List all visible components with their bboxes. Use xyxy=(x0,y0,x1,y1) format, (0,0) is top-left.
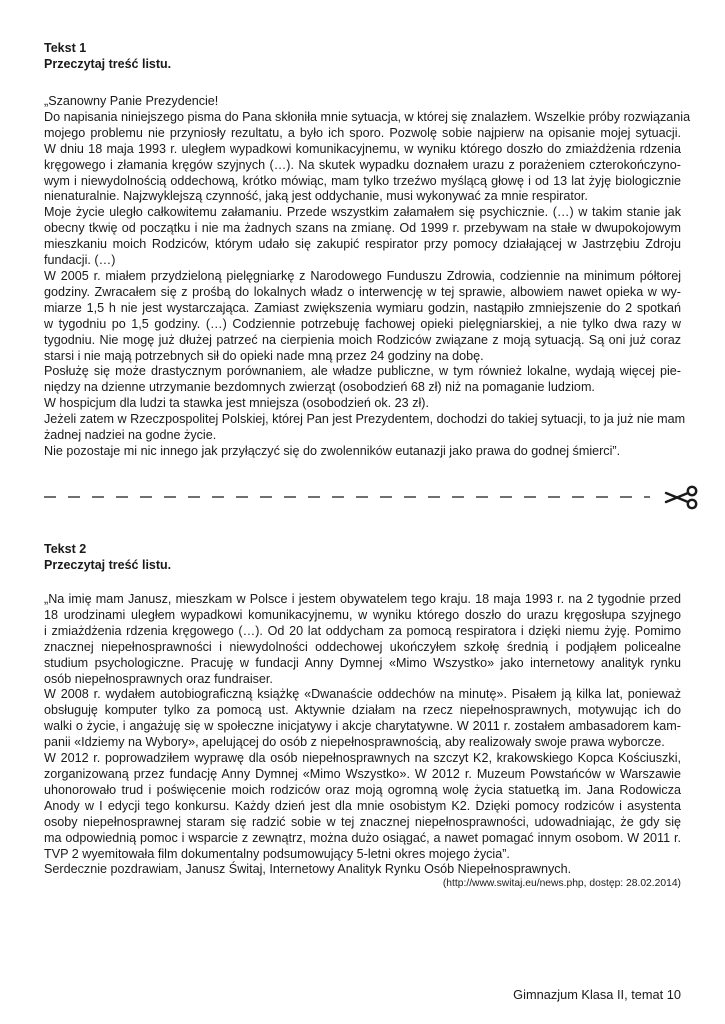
source-citation: (http://www.switaj.eu/news.php, dostęp: 28.02.2014) xyxy=(442,878,681,889)
letter-line: kręgowego i złamania kręgów szyjnych (…). Na skutek wypadku doznałem urazu z porażeniem czterokończyno- xyxy=(44,157,681,172)
letter-line: znacznej niepełnosprawności i niewydolności oddechowej ukończyłem szkołę średnią i podjąłem policealne xyxy=(44,639,681,654)
letter-line: Moje życie uległo całkowitemu załamaniu. Przede wszystkim załamałem się psychicznie. (…) w takim stanie jak xyxy=(44,205,681,220)
text2-letter xyxy=(44,592,681,878)
letter-line: mojego problemu nie przyniosły rezultatu, a było ich sporo. Pozwolę sobie najpierw na opisanie mojej sytuacji. xyxy=(44,125,681,140)
letter-line: W 2012 r. poprowadziłem wyprawę dla osób niepełnosprawnych na szczyt K2, krakowskiego Kopca Kościuszki, xyxy=(44,751,681,766)
text2-heading xyxy=(44,542,171,573)
letter-line: zorganizowaną przez fundację Anny Dymnej «Mimo Wszystko». W 2012 r. Muzeum Powstańców w Warszawie xyxy=(44,766,681,781)
letter-line: niędzy na dzienne utrzymanie bezdomnych zwierząt (osobodzień 68 zł) niż na pomaganie ludziom. xyxy=(44,380,595,395)
text1-heading xyxy=(44,41,171,72)
letter-line: studium psychologiczne. Pracuję w fundacji Anny Dymnej «Mimo Wszystko» jako internetowy analityk rynku xyxy=(44,655,681,670)
letter-line: W dniu 18 maja 1993 r. uległem wypadkowi komunikacyjnemu, w wyniku którego doszło do zmiażdżenia rdzenia xyxy=(44,141,681,156)
letter-line: żadnej nadziei na godne życie. xyxy=(44,428,217,443)
letter-line: Nie pozostaje mi nic innego jak przyłączyć się do zwolenników eutanazji jako prawa do godnej śmierci”. xyxy=(44,443,621,458)
scissors-icon xyxy=(666,487,696,508)
letter-line: W 2005 r. miałem przydzieloną pielęgniarkę z Narodowego Funduszu Zdrowia, codziennie na minimum półtorej xyxy=(44,268,681,283)
letter-line: W 2008 r. wydałem autobiograficzną książkę «Dwanaście oddechów na minutę». Pisałem ją kilka lat, ponieważ xyxy=(44,687,681,702)
letter-line: wym i niewydolnością oddechową, krótko mówiąc, mam tylko trzeźwo myślącą głowę i od 13 lat żyję biologicznie xyxy=(44,173,681,188)
letter-line: TVP 2 wyemitowała film dokumentalny podsumowujący 5-letni okres mojego życia”. xyxy=(44,846,510,861)
page-footer: Gimnazjum Klasa II, temat 10 xyxy=(513,987,681,1002)
letter-line: „Szanowny Panie Prezydencie! xyxy=(44,94,219,108)
letter-line: osób niepełnosprawnych oraz fundraiser. xyxy=(44,671,273,686)
letter-line: osoby niepełnosprawnej staram się radzić sobie w tej znacznej niepełnosprawności, udowadniając, że gdy się xyxy=(44,814,681,829)
letter-line: mieszkaniu moich Rodziców, którym udało się zakupić respirator przy pomocy działającej w Jastrzębiu Zdroju xyxy=(44,237,681,252)
text1-letter xyxy=(44,94,691,460)
letter-line: walki o życie, i angażuję się w społeczne inicjatywy i akcje charytatywne. W 2011 r. zostałem ambasadorem kam- xyxy=(44,719,681,734)
letter-line: Anody w I edycji tego konkursu. Każdy dzień jest dla mnie osobistym K2. Dzięki pomocy rodziców i asystenta xyxy=(44,798,681,813)
text1-title: Tekst 1 xyxy=(44,41,87,55)
letter-line: tygodniu. Nie mogę już dłużej patrzeć na cierpienia moich Rodziców związane z moją sytuacją. Są oni już coraz xyxy=(44,332,681,347)
text2-instruction: Przeczytaj treść listu. xyxy=(44,557,172,572)
text2-title: Tekst 2 xyxy=(44,542,87,556)
letter-line: nienaturalnie. Najzwyklejszą czynność, jaką jest oddychanie, musi wykonywać za mnie respirator. xyxy=(44,189,588,204)
letter-line: fundacji. (…) xyxy=(44,253,116,268)
letter-line: starsi i nie mają potrzebnych sił do opieki nade mną przez 24 godziny na dobę. xyxy=(44,348,484,363)
letter-line: obsługuję komputer tylko za pomocą ust. Aktywnie działam na rzecz niepełnosprawnych, motywując ich do xyxy=(44,703,681,718)
letter-line: „Na imię mam Janusz, mieszkam w Polsce i jestem obywatelem tego kraju. 18 maja 1993 r. na 2 tygodnie przed xyxy=(44,592,681,606)
letter-line: Serdecznie pozdrawiam, Janusz Świtaj, Internetowy Analityk Rynku Osób Niepełnosprawnych. xyxy=(44,862,572,877)
letter-line: Jeżeli zatem w Rzeczpospolitej Polskiej, której Pan jest Prezydentem, dochodzi do takiej sytuacji, to ja już nie mam xyxy=(44,412,686,427)
cut-line xyxy=(44,485,700,515)
letter-line: 18 urodzinami uległem wypadkowi komunikacyjnemu, w wyniku którego doszło do urazu kręgosłupa szyjnego xyxy=(44,607,681,622)
letter-line: godziny. Zwracałem się z prośbą do lokalnych władz o interwencję w tej sprawie, albowiem nawet opieka w wy- xyxy=(44,284,681,299)
letter-line: obecny tkwię od początku i nie ma żadnych szans na zmianę. Od 1999 r. przebywam na stałe w dwupokojowym xyxy=(44,221,681,236)
text1-instruction: Przeczytaj treść listu. xyxy=(44,56,172,71)
letter-line: w tygodniu po 1,5 godziny. (…) Codziennie potrzebuję fachowej opieki pielęgniarskiej, a nie tylko dwa razy w xyxy=(44,316,681,331)
letter-line: i zmiażdżenia rdzenia kręgowego (…). Od 20 lat oddycham za pomocą respiratora i dzięki niemu żyję. Pomimo xyxy=(44,623,681,638)
letter-line: Posłużę się może drastycznym porównaniem, ale władze publiczne, w tym również lokalne, wydają więcej pie- xyxy=(44,364,681,379)
letter-line: panii «Idziemy na Wybory», apelującej do osób z niepełnosprawnością, aby realizowały swoje prawa wyborcze. xyxy=(44,735,665,750)
letter-line: uhonorowało trud i poświęcenie moich rodziców oraz moją ogromną wolę życia statuetką im. Jana Rodowicza xyxy=(44,782,681,797)
letter-line: W hospicjum dla ludzi ta stawka jest mniejsza (osobodzień ok. 23 zł). xyxy=(44,396,429,411)
letter-line: miarze 1,5 h nie jest wystarczająca. Zamiast zwiększenia wymiaru godzin, nastąpiło zmniejszenie do 2 spotkań xyxy=(44,300,681,315)
letter-line: Do napisania niniejszego pisma do Pana skłoniła mnie sytuacja, w której się znalazłem. Wszelkie próby rozwiązania xyxy=(44,109,691,124)
letter-line: ma odpowiednią pomoc i wsparcie z zewnątrz, można dużo osiągać, a nawet pomagać innym osobom. W 2011 r. xyxy=(44,830,681,845)
